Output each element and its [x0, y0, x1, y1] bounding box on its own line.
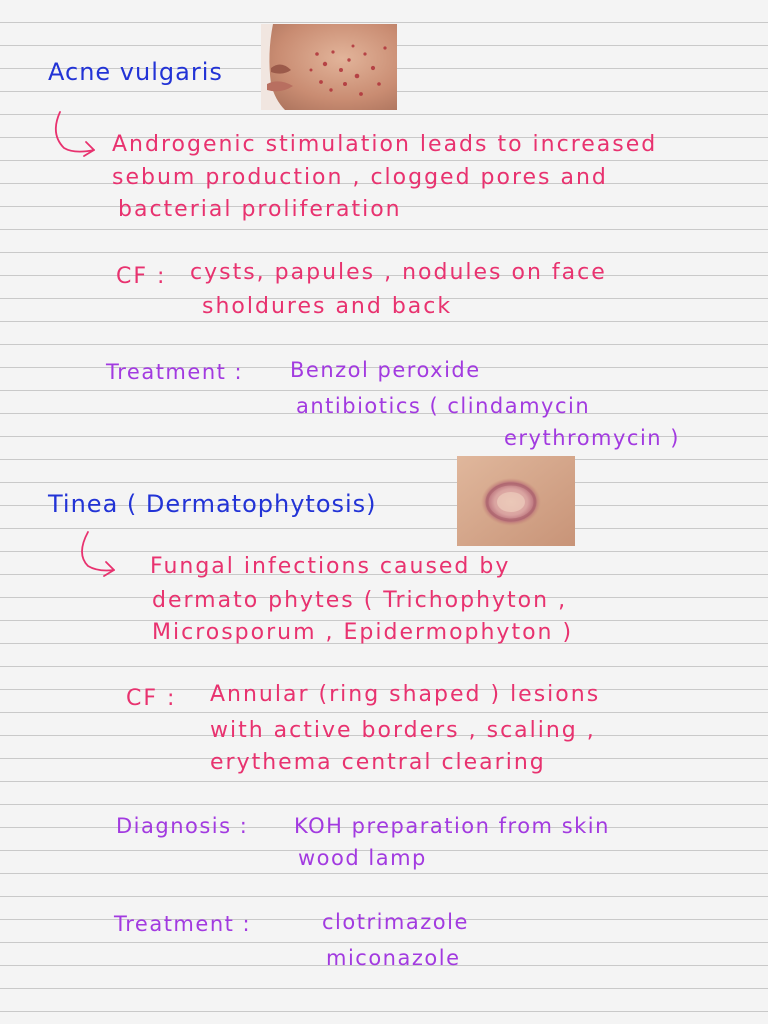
tinea-diagnosis-line: KOH preparation from skin: [294, 814, 610, 838]
tinea-title: Tinea ( Dermatophytosis): [48, 490, 377, 518]
tinea-cf-line: with active borders , scaling ,: [210, 718, 596, 743]
tinea-cf-line: Annular (ring shaped ) lesions: [210, 682, 601, 707]
tinea-cf-label: CF :: [126, 686, 177, 711]
acne-treatment-line: erythromycin ): [504, 426, 680, 450]
acne-cf-line: sholdures and back: [202, 294, 453, 319]
tinea-description-line: Microsporum , Epidermophyton ): [152, 620, 574, 645]
acne-treatment-label: Treatment :: [106, 360, 244, 384]
acne-arrow-icon: [50, 108, 100, 160]
ringworm-lesion-photo: [457, 456, 575, 546]
tinea-diagnosis-label: Diagnosis :: [116, 814, 249, 838]
acne-face-photo: [261, 24, 397, 110]
tinea-cf-line: erythema central clearing: [210, 750, 546, 775]
acne-description-line: bacterial proliferation: [118, 197, 402, 222]
acne-description-line: Androgenic stimulation leads to increased: [112, 132, 658, 157]
acne-treatment-line: Benzol peroxide: [290, 358, 481, 382]
acne-description-line: sebum production , clogged pores and: [112, 165, 608, 190]
tinea-treatment-label: Treatment :: [114, 912, 252, 936]
tinea-arrow-icon: [76, 528, 120, 580]
tinea-treatment-line: clotrimazole: [322, 910, 469, 934]
tinea-diagnosis-line: wood lamp: [298, 846, 427, 870]
acne-title: Acne vulgaris: [48, 58, 223, 86]
acne-treatment-line: antibiotics ( clindamycin: [296, 394, 591, 418]
tinea-description-line: dermato phytes ( Trichophyton ,: [152, 588, 568, 613]
acne-cf-line: cysts, papules , nodules on face: [190, 260, 607, 285]
tinea-treatment-line: miconazole: [326, 946, 461, 970]
tinea-description-line: Fungal infections caused by: [150, 554, 511, 579]
acne-cf-label: CF :: [116, 264, 167, 289]
